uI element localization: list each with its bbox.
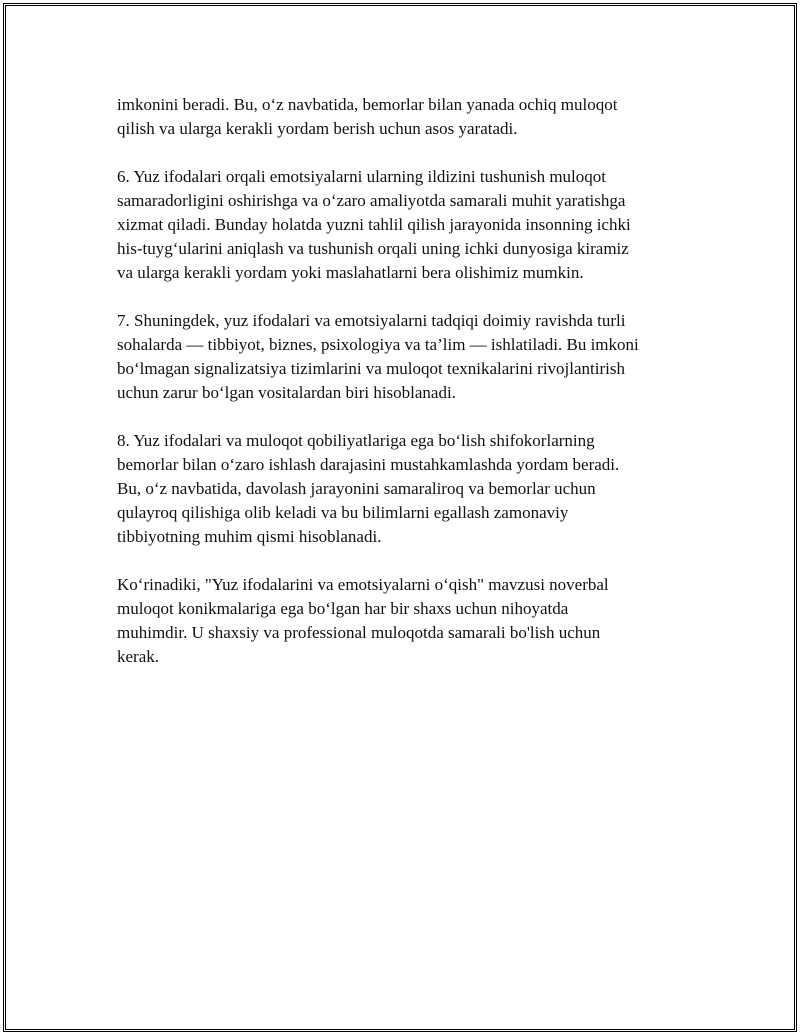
paragraph-continuation: imkonini beradi. Bu, o‘z navbatida, bemorlar bilan yanada ochiq muloqot qilish va ularga kerakli yordam berish uchun asos yaratadi. xyxy=(117,95,618,138)
paragraph-conclusion: Ko‘rinadiki, "Yuz ifodalarini va emotsiyalarni o‘qish" mavzusi noverbal muloqot konikmalariga ega bo‘lgan har bir shaxs uchun nihoyatda muhimdir. U shaxsiy va professional muloqotda samarali bo'lish uchun kerak. xyxy=(117,575,609,666)
document-body xyxy=(117,93,707,693)
paragraph-point-7: 7. Shuningdek, yuz ifodalari va emotsiyalarni tadqiqi doimiy ravishda turli sohalarda — tibbiyot, biznes, psixologiya va ta’lim — ishlatiladi. Bu imkoni bo‘lmagan signalizatsiya tizimlarini va muloqot texnikalarini rivojlantirish uchun zarur bo‘lgan vositalardan biri hisoblanadi. xyxy=(117,311,639,402)
paragraph-point-8: 8. Yuz ifodalari va muloqot qobiliyatlariga ega bo‘lish shifokorlarning bemorlar bilan o‘zaro ishlash darajasini mustahkamlashda yordam beradi. Bu, o‘z navbatida, davolash jarayonini samaraliroq va bemorlar uchun qulayroq qilishiga olib keladi va bu bilimlarni egallash zamonaviy tibbiyotning muhim qismi hisoblanadi. xyxy=(117,431,620,546)
paragraph-point-6: 6. Yuz ifodalari orqali emotsiyalarni ularning ildizini tushunish muloqot samaradorligini oshirishga va o‘zaro amaliyotda samarali muhit yaratishga xizmat qiladi. Bunday holatda yuzni tahlil qilish jarayonida insonning ichki his-tuyg‘ularini aniqlash va tushunish orqali uning ichki dunyosiga kiramiz va ularga kerakli yordam yoki maslahatlarni bera olishimiz mumkin. xyxy=(117,167,631,282)
